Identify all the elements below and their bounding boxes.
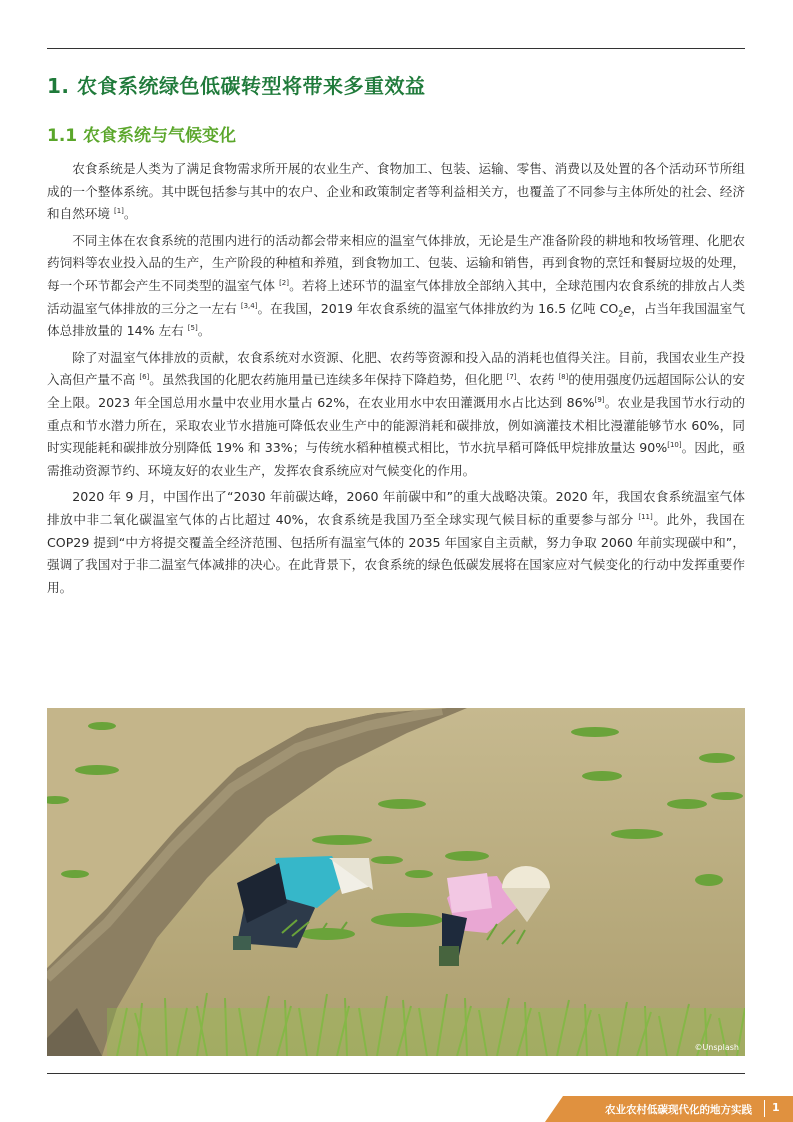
subsection-title: 1.1 农食系统与气候变化 xyxy=(47,126,237,146)
citation: [8] xyxy=(558,373,569,382)
citation: [3,4] xyxy=(240,301,258,310)
text-run: 的使用强度仍远超国际公认的安全上限。2023 年全国总用水量中农业用水量占 62%，在农业用水中农田灌溉用水占比达到 86% xyxy=(47,372,745,410)
text-run: 不同主体在农食系统的范围内进行的活动都会带来相应的温室气体排放，无论是生产准备阶段的耕地和牧场管理、化肥农药饲料等农业投入品的生产，生产阶段的种植和养殖，到食物加工、包装、运输和销售，再到食物的烹饪和餐厨垃圾的处理，每一个环节都会产生不同类型的温室气体 xyxy=(47,232,745,293)
photo-illustration xyxy=(47,708,745,1056)
text-run: 2020 年 9 月，中国作出了“2030 年前碳达峰，2060 年前碳中和”的重大战略决策。2020 年，我国农食系统温室气体排放中非二氧化碳温室气体的占比超过 40%，农食系统是我国乃至全球实现气候目标的重要参与部分 xyxy=(47,489,745,527)
text-run: 除了对温室气体排放的贡献，农食系统对水资源、化肥、农药等资源和投入品的消耗也值得关注。目前，我国农业生产投入高但产量不高 xyxy=(47,349,745,388)
citation: [9] xyxy=(594,395,605,404)
paragraph-2 xyxy=(47,230,745,343)
page-number: 1 xyxy=(772,1101,780,1114)
text-run: 。 xyxy=(123,206,137,222)
italic-e: e xyxy=(623,300,632,316)
citation: [11] xyxy=(638,512,653,521)
body-text xyxy=(47,158,745,603)
footer-title: 农业农村低碳现代化的地方实践 xyxy=(605,1104,752,1116)
subscript: 2 xyxy=(618,309,624,319)
text-run: 。此外，我国在 COP29 提到“中方将提交覆盖全经济范围、包括所有温室气体的 2035 年国家自主贡献，努力争取 2060 年前实现碳中和”，强调了我国对于非二温室气体减排的决心。在此背景下，农食系统的绿色低碳发展将在国家应对气候变化的行动中发挥重要作用。 xyxy=(47,511,745,595)
text-run: 。 xyxy=(197,323,211,339)
citation: [1] xyxy=(113,207,124,216)
top-rule xyxy=(47,48,745,49)
paragraph-1 xyxy=(47,158,745,226)
text-run: ，占当年我国温室气体总排放量的 14% 左右 xyxy=(47,300,745,339)
text-run: 。在我国，2019 年农食系统的温室气体排放约为 16.5 亿吨 CO xyxy=(257,300,619,316)
text-run: 。若将上述环节的温室气体排放全部纳入其中，全球范围内农食系统的排放占人类活动温室气体排放的三分之一左右 xyxy=(47,277,745,316)
citation: [10] xyxy=(667,441,682,450)
citation: [7] xyxy=(506,373,517,382)
text-run: 。因此，亟需推动资源节约、环境友好的农业生产，发挥农食系统应对气候变化的作用。 xyxy=(47,440,745,478)
section-title: 1. 农食系统绿色低碳转型将带来多重效益 xyxy=(47,74,426,98)
text-run: 、农药 xyxy=(516,372,555,388)
text-run: 。农业是我国节水行动的重点和节水潜力所在，采取农业节水措施可降低农业生产中的能源消耗和碳排放，例如滴灌技术相比漫灌能够节水 60%，同时实现能耗和碳排放分别降低 19% 和 33%；与传统水稻种植模式相比，节水抗旱稻可降低甲烷排放量达 90% xyxy=(47,394,745,456)
citation: [6] xyxy=(139,373,150,382)
footer-separator xyxy=(764,1100,765,1117)
bottom-rule xyxy=(47,1073,745,1074)
text-run: 。虽然我国的化肥农药施用量已连续多年保持下降趋势，但化肥 xyxy=(149,372,503,388)
citation: [2] xyxy=(279,278,289,287)
paragraph-3 xyxy=(47,347,745,483)
paragraph-4 xyxy=(47,486,745,599)
photo-credit: ©Unsplash xyxy=(694,1043,739,1052)
text-run: 农食系统是人类为了满足食物需求所开展的农业生产、食物加工、包装、运输、零售、消费以及处置的各个活动环节所组成的一个整体系统。其中既包括参与其中的农户、企业和政策制定者等利益相关方，也覆盖了不同参与主体所处的社会、经济和自然环境 xyxy=(47,161,745,222)
rice-planting-photo xyxy=(47,708,745,1056)
citation: [5] xyxy=(187,324,198,333)
